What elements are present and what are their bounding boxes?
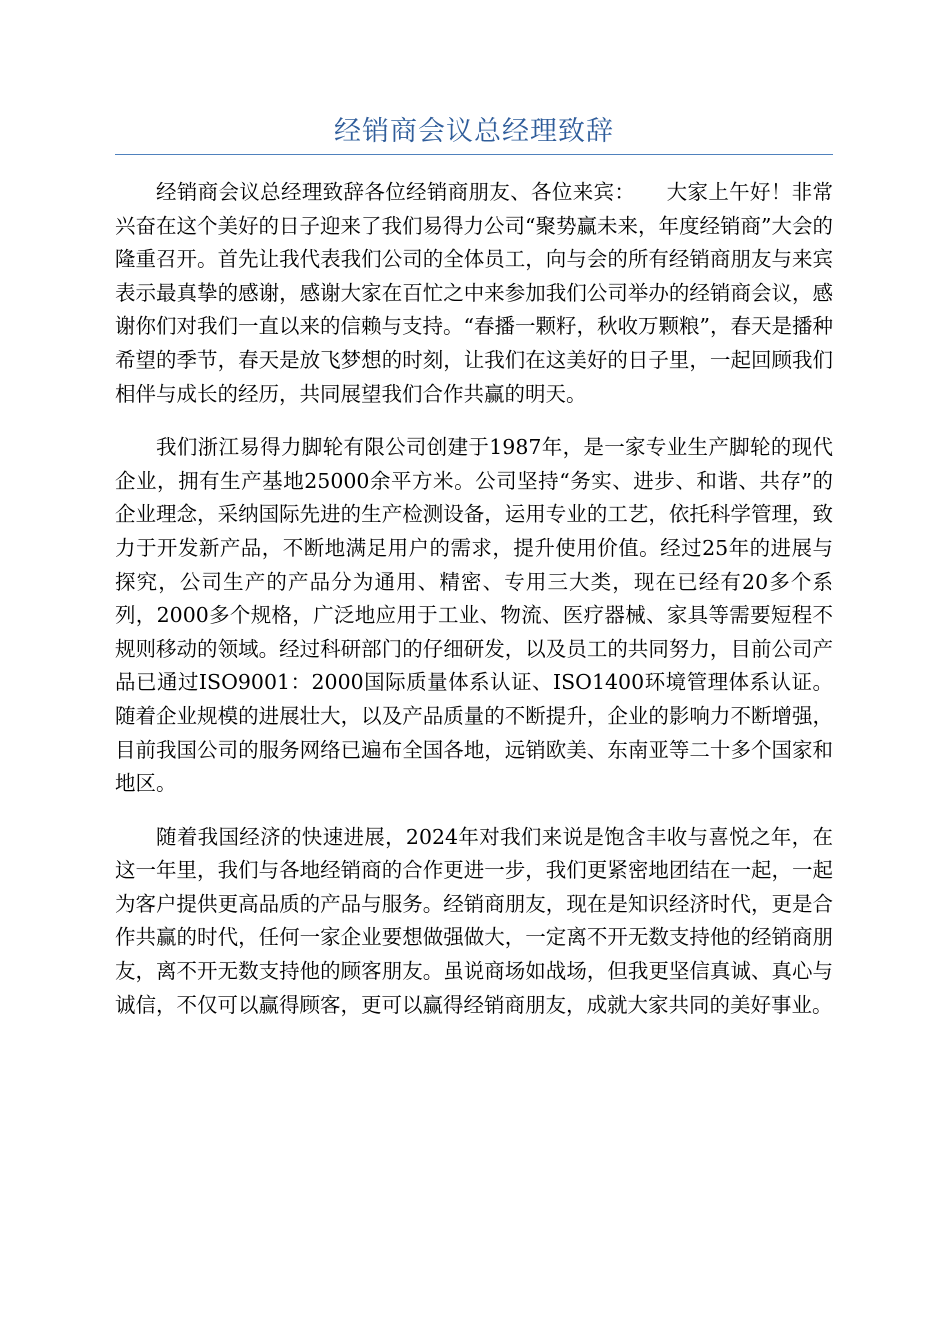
paragraph-3: 随着我国经济的快速进展，2024年对我们来说是饱含丰收与喜悦之年，在这一年里，我们与各地经销商的合作更进一步，我们更紧密地团结在一起，一起为客户提供更高品质的产品与服务。经销商朋友，现在是知识经济时代，更是合作共赢的时代，任何一家企业要想做强做大，一定离不开无数支持他的经销商朋友，离不开无数支持他的顾客朋友。虽说商场如战场，但我更坚信真诚、真心与诚信，不仅可以赢得顾客，更可以赢得经销商朋友，成就大家共同的美好事业。 <box>115 824 833 1017</box>
paragraph-1: 经销商会议总经理致辞各位经销商朋友、各位来宾： 大家上午好！非常兴奋在这个美好的日子迎来了我们易得力公司“聚势赢未来，年度经销商”大会的隆重召开。首先让我代表我们公司的全体员工，向与会的所有经销商朋友与来宾表示最真挚的感谢，感谢大家在百忙之中来参加我们公司举办的经销商会议，感谢你们对我们一直以来的信赖与支持。“春播一颗籽，秋收万颗粮”，春天是播种希望的季节，春天是放飞梦想的时刻，让我们在这美好的日子里，一起回顾我们相伴与成长的经历，共同展望我们合作共赢的明天。 <box>115 180 833 406</box>
title-underline <box>115 154 833 155</box>
document-body <box>115 176 833 1042</box>
document-title: 经销商会议总经理致辞 <box>334 116 614 147</box>
paragraph-2: 我们浙江易得力脚轮有限公司创建于1987年，是一家专业生产脚轮的现代企业，拥有生产基地25000余平方米。公司坚持“务实、进步、和谐、共存”的企业理念，采纳国际先进的生产检测设备，运用专业的工艺，依托科学管理，致力于开发新产品，不断地满足用户的需求，提升使用价值。经过25年的进展与探究，公司生产的产品分为通用、精密、专用三大类，现在已经有20多个系列，2000多个规格，广泛地应用于工业、物流、医疗器械、家具等需要短程不规则移动的领域。经过科研部门的仔细研发，以及员工的共同努力，目前公司产品已通过ISO9001：2000国际质量体系认证、ISO1400环境管理体系认证。随着企业规模的进展壮大，以及产品质量的不断提升，企业的影响力不断增强，目前我国公司的服务网络已遍布全国各地，远销欧美、东南亚等二十多个国家和地区。 <box>115 435 833 796</box>
